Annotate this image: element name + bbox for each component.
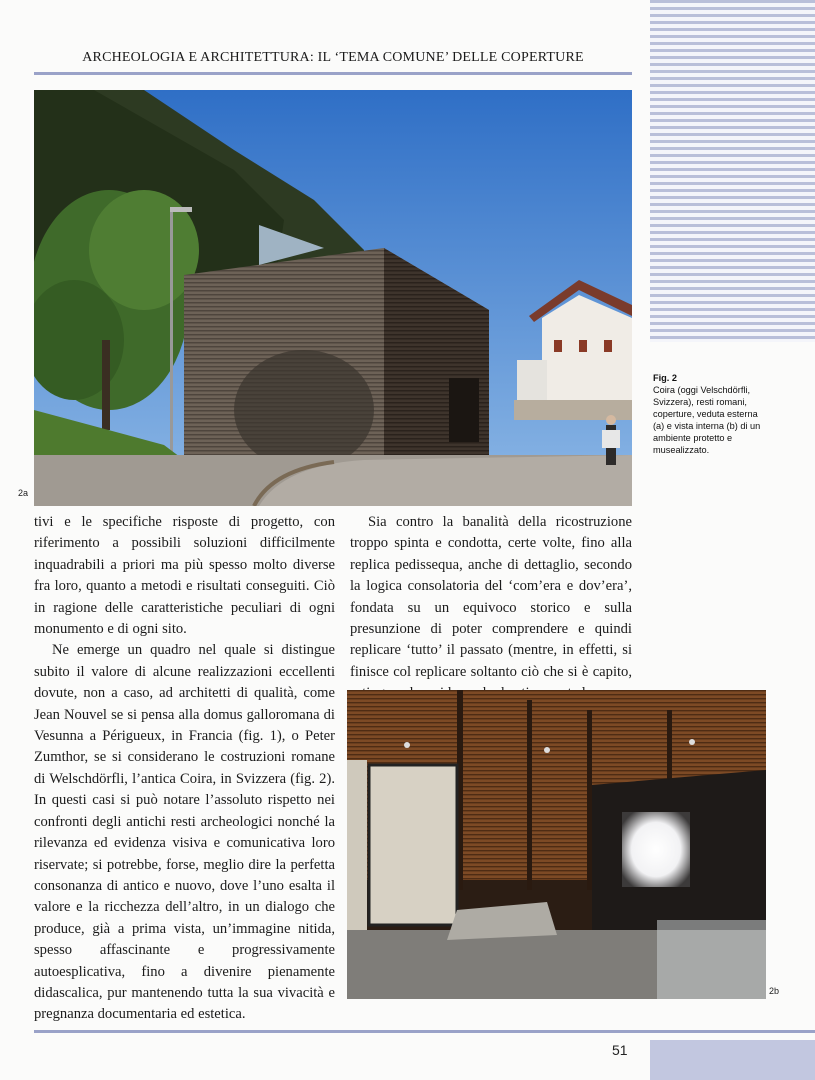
paragraph: tivi e le specifiche risposte di progetto, con riferimento a possibili soluzioni difficilmente inquadrabili a priori ma più spesso molto diverse fra loro, quanto a metodi e risultati conseguiti. Ciò in ragione delle caratteristiche peculiari di ogni monumento e di ogni sito.	[34, 514, 335, 638]
text-column-1	[34, 512, 335, 1026]
photo-interior-view	[347, 690, 766, 999]
figure-label-2b: 2b	[769, 986, 780, 996]
footer-color-block	[650, 1040, 815, 1080]
footer-rule	[34, 1030, 815, 1033]
text-column-2	[350, 512, 632, 705]
paragraph: Sia contro la banalità della ricostruzione troppo spinta e condotta, certe volte, fino alla replica pedissequa, anche di dettaglio, secondo la logica consolatoria del ‘com’era e dov’era’, fondata su un equivoco storico e sulla presunzione di poter comprendere e quindi replicare ‘tutto’ il passato (mentre, in effetti, si finisce col replicare soltanto ciò che si è capito,	[350, 514, 632, 680]
figure-caption	[653, 372, 768, 456]
caption-title: Fig. 2	[653, 373, 677, 383]
running-head: ARCHEOLOGIA E ARCHITETTURA: IL ‘TEMA COMUNE’ DELLE COPERTURE	[82, 50, 584, 65]
photo-exterior-view	[34, 90, 632, 506]
page-number: 51	[612, 1042, 628, 1058]
figure-label-2a: 2a	[18, 488, 29, 498]
paragraph: Ne emerge un quadro nel quale si distingue subito il valore di alcune realizzazioni eccellenti dovute, non a caso, ad architetti di qualità, come Jean Nouvel se si pensa alla domus galloromana di Vesunna a Périgueux, in Francia (fig. 1), o Peter Zumthor, se si considerano le costruzioni romane di Welschdörfli, l’antica Coira, in Svizzera (fig. 2). In questi casi si può notare l’assoluto rispetto nei confronti degli antichi resti archeologici nonché la rilevanza ed evidenza visiva e comunicativa loro riservate; si potrebbe, forse, meglio dire la perfetta consonanza di antico e nuovo, dove l’uno esalta il valore e la ricchezza dell’altro, in un dialogo che produce, già a prima vista, un’immagine nitida, spesso affascinante e progressivamente autoesplicativa, fino a divenire pienamente didascalica, pur mantenendo tutta la sua vivacità e pregnanza documentaria ed estetica.	[34, 642, 335, 1023]
decorative-stripes	[650, 0, 815, 342]
header-rule	[34, 72, 632, 75]
caption-text: Coira (oggi Velschdörfli, Svizzera), resti romani, coperture, veduta esterna (a) e vista interna (b) di un ambiente protetto e musealizzato.	[653, 385, 761, 455]
